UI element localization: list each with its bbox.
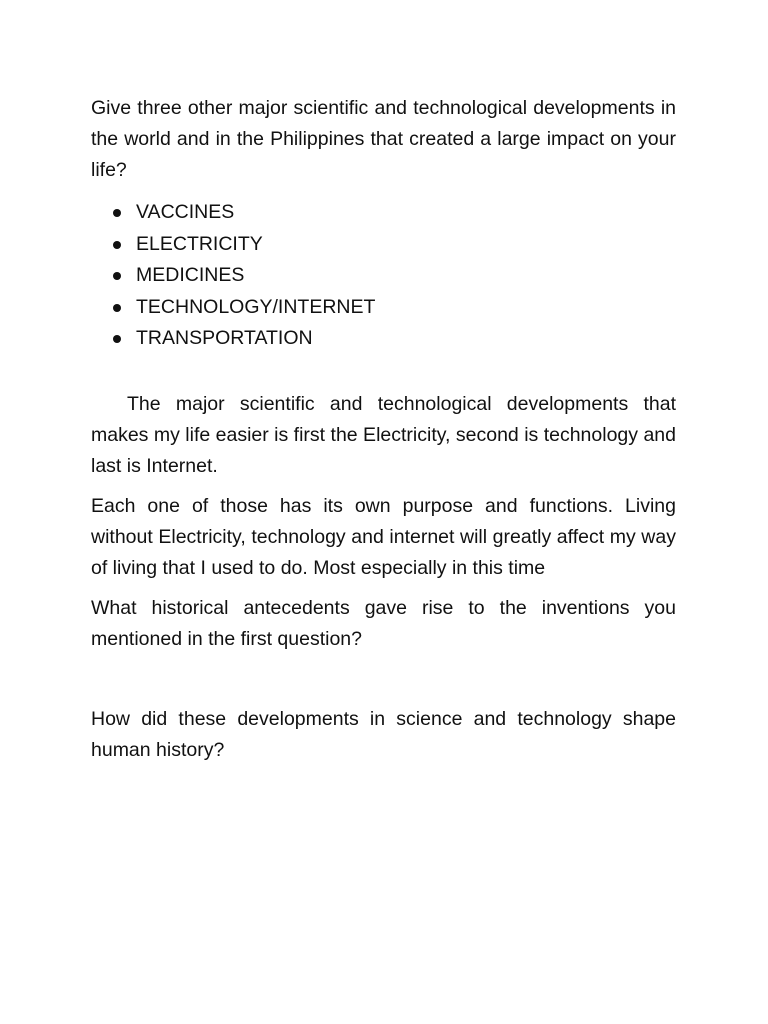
list-item-text: TRANSPORTATION [136,327,313,349]
document-page [91,93,676,766]
answers-list [91,197,676,355]
bullet-icon [113,304,121,312]
list-item [91,229,676,261]
list-item-text: VACCINES [136,201,235,223]
list-item [91,292,676,324]
question-1: Give three other major scientific and technological developments in the world and in the Philippines that created a large impact on your life? [91,97,676,181]
bullet-icon [113,272,121,280]
list-item-text: MEDICINES [136,264,245,286]
list-item-text: ELECTRICITY [136,232,263,255]
question-3: How did these developments in science and technology shape human history? [91,707,676,761]
list-item-text: TECHNOLOGY/INTERNET [136,295,376,318]
paragraph-1: The major scientific and technological developments that makes my life easier is first the Electricity, second is technology and last is Internet. [91,392,676,477]
bullet-icon [113,209,121,217]
bullet-icon [113,241,121,249]
list-item [91,323,676,355]
list-item [91,260,676,292]
bullet-icon [113,335,121,343]
question-2: What historical antecedents gave rise to the inventions you mentioned in the first question? [91,596,676,650]
list-item [91,197,676,229]
paragraph-2: Each one of those has its own purpose and functions. Living without Electricity, technology and internet will greatly affect my way of living that I used to do. Most especially in this time [91,494,676,579]
